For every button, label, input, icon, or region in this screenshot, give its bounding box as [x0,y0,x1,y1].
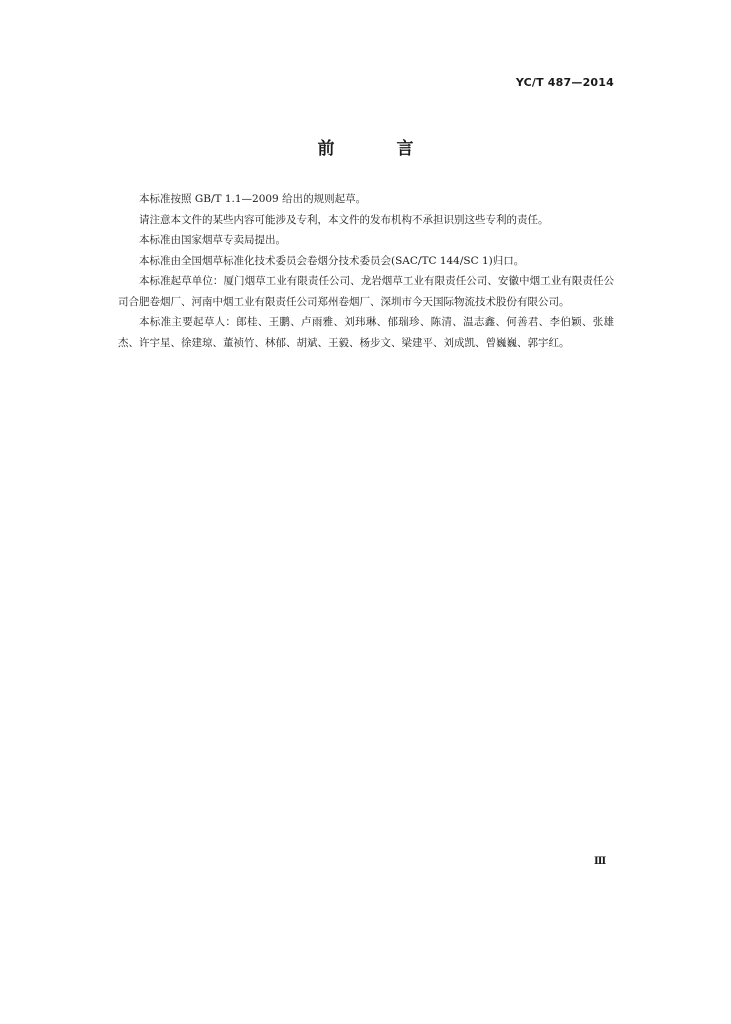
standard-number: YC/T 487—2014 [515,76,614,89]
page-number: Ⅲ [594,856,607,867]
paragraph-main-drafters: 本标准主要起草人：郎桂、王鹏、卢雨雅、刘玮琳、郁瑞珍、陈清、温志鑫、何善君、李伯颖、张雄杰、许宇星、徐建琼、董祯竹、林郁、胡斌、王毅、杨步文、梁建平、刘成凯、曾巍巍、郭宇红。 [118,316,614,349]
paragraph-drafting-units: 本标准起草单位：厦门烟草工业有限责任公司、龙岩烟草工业有限责任公司、安徽中烟工业有限责任公司合肥卷烟厂、河南中烟工业有限责任公司郑州卷烟厂、深圳市今天国际物流技术股份有限公司。 [118,275,614,308]
paragraph-patent-notice: 请注意本文件的某些内容可能涉及专利，本文件的发布机构不承担识别这些专利的责任。 [139,213,549,226]
foreword-body [118,189,614,353]
paragraph-centralized-by: 本标准由全国烟草标准化技术委员会卷烟分技术委员会(SAC/TC 144/SC 1)归口。 [139,254,525,267]
paragraph-drafting-rules: 本标准按照 GB/T 1.1—2009 给出的规则起草。 [139,193,367,205]
section-title: 前 言 [317,139,442,159]
paragraph-proposer: 本标准由国家烟草专卖局提出。 [139,234,286,246]
